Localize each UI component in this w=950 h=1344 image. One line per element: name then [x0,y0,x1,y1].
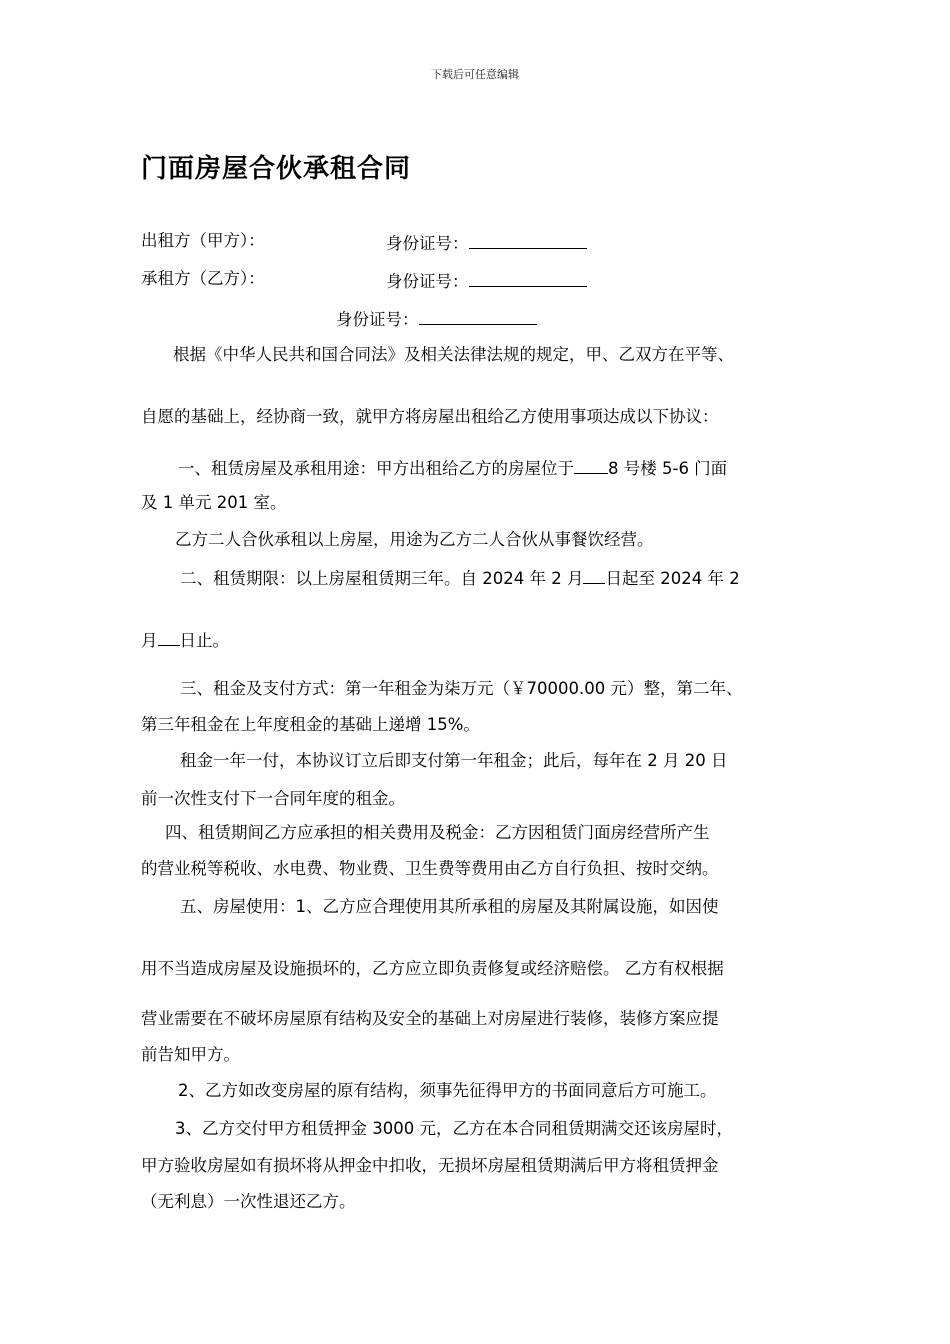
lessor-id-blank[interactable] [469,230,587,249]
clause4-line-2: 的营业税等税收、水电费、物业费、卫生费等费用由乙方自行负担、按时交纳。 [141,859,719,878]
clause5-line-7: 甲方验收房屋如有损坏将从押金中扣收，无损坏房屋租赁期满后甲方将租赁押金 [141,1156,719,1175]
clause3-line-1: 三、租金及支付方式：第一年租金为柒万元（￥70000.00 元）整，第二年、 [180,679,743,698]
lessee-row [141,268,265,290]
clause1-text-b: 8 号楼 5-6 门面 [608,459,728,478]
clause5-line-3: 营业需要在不破坏房屋原有结构及安全的基础上对房屋进行装修，装修方案应提 [141,1009,719,1028]
clause2-text-b: 日起至 2024 年 2 [605,569,740,588]
clause1-line-3: 乙方二人合伙承租以上房屋，用途为乙方二人合伙从事餐饮经营。 [175,530,654,549]
lessee-id-label: 身份证号： [386,272,469,291]
document-title: 门面房屋合伙承租合同 [141,154,412,184]
lessee-id-blank[interactable] [469,268,587,287]
clause3-line-2: 第三年租金在上年度租金的基础上递增 15%。 [141,715,480,734]
clause5-line-8: （无利息）一次性退还乙方。 [141,1192,356,1211]
clause5-line-6: 3、乙方交付甲方租赁押金 3000 元，乙方在本合同租赁期满交还该房屋时， [175,1119,733,1138]
clause5-line-5: 2、乙方如改变房屋的原有结构，须事先征得甲方的书面同意后方可施工。 [178,1081,717,1100]
clause2-line-1 [180,565,740,590]
clause5-line-2: 用不当造成房屋及设施损坏的，乙方应立即负责修复或经济赔偿。 乙方有权根据 [141,959,724,978]
lessor-label: 出租方（甲方）： [141,231,265,250]
clause5-line-4: 前告知甲方。 [141,1045,240,1064]
lessor-id-row [386,230,587,255]
lessee-label: 承租方（乙方）： [141,269,265,288]
lessor-row [141,230,265,252]
lessor-id-label: 身份证号： [386,234,469,253]
lessee-id-row [386,268,587,293]
clause3-line-3: 租金一年一付，本协议订立后即支付第一年租金；此后，每年在 2 月 20 日 [180,751,728,770]
header-note: 下载后可任意编辑 [431,68,519,81]
clause5-line-1: 五、房屋使用：1、乙方应合理使用其所承租的房屋及其附属设施，如因使 [180,897,719,916]
clause1-line-1 [178,455,727,480]
second-lessee-id-row [336,306,537,331]
preamble-line-1: 根据《中华人民共和国合同法》及相关法律法规的规定，甲、乙双方在平等、 [173,345,734,364]
clause2-end-day-blank[interactable] [158,627,180,646]
preamble-line-2: 自愿的基础上，经协商一致，就甲方将房屋出租给乙方使用事项达成以下协议： [141,407,719,426]
clause2-text-a: 二、租赁期限：以上房屋租赁期三年。自 2024 年 2 月 [180,569,584,588]
clause1-location-blank[interactable] [574,455,608,474]
clause1-line-2: 及 1 单元 201 室。 [141,493,287,512]
clause3-line-4: 前一次性支付下一合同年度的租金。 [141,789,405,808]
second-lessee-id-blank[interactable] [419,306,537,325]
clause2-line-2 [141,627,229,652]
clause4-line-1: 四、租赁期间乙方应承担的相关费用及税金：乙方因租赁门面房经营所产生 [165,823,710,842]
clause1-text-a: 一、租赁房屋及承租用途：甲方出租给乙方的房屋位于 [178,459,574,478]
clause2-start-day-blank[interactable] [583,565,605,584]
clause2-text-c: 月 [141,631,158,650]
second-lessee-id-label: 身份证号： [336,310,419,329]
clause2-text-d: 日止。 [179,631,229,650]
